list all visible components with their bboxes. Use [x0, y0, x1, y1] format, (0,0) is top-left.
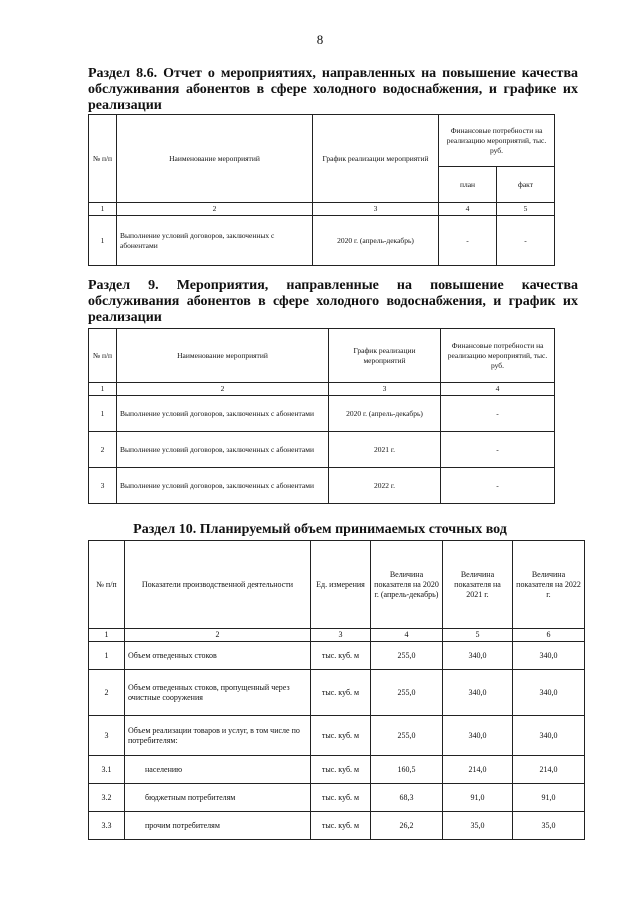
row-num: 3 — [89, 716, 125, 756]
col-number: 6 — [513, 629, 585, 642]
section-10-table — [88, 540, 585, 840]
row-unit: тыс. куб. м — [311, 784, 371, 812]
col-number: 1 — [89, 383, 117, 396]
header-2022: Величина показателя на 2022 г. — [513, 541, 585, 629]
row-2020: 160,5 — [371, 756, 443, 784]
col-number: 1 — [89, 203, 117, 216]
header-fact: факт — [497, 167, 555, 203]
table-row — [89, 670, 585, 716]
col-number: 3 — [311, 629, 371, 642]
col-number: 1 — [89, 629, 125, 642]
col-number: 4 — [441, 383, 555, 396]
row-name: Выполнение условий договоров, заключенных с абонентами — [117, 432, 329, 468]
header-num: № п/п — [89, 329, 117, 383]
table-row — [89, 716, 585, 756]
row-num: 3.3 — [89, 812, 125, 840]
header-num: № п/п — [89, 115, 117, 203]
row-schedule: 2020 г. (апрель-декабрь) — [313, 216, 439, 266]
row-2021: 91,0 — [443, 784, 513, 812]
row-num: 1 — [89, 642, 125, 670]
row-num: 3.1 — [89, 756, 125, 784]
col-number: 2 — [117, 203, 313, 216]
row-unit: тыс. куб. м — [311, 716, 371, 756]
header-schedule: График реализации мероприятий — [329, 329, 441, 383]
row-2022: 340,0 — [513, 716, 585, 756]
header-num: № п/п — [89, 541, 125, 629]
header-2021: Величина показателя на 2021 г. — [443, 541, 513, 629]
section-9-table — [88, 328, 555, 504]
row-2022: 340,0 — [513, 642, 585, 670]
table-row — [89, 812, 585, 840]
row-2021: 340,0 — [443, 642, 513, 670]
row-name: Выполнение условий договоров, заключенных с абонентами — [117, 396, 329, 432]
section-8-6-table — [88, 114, 555, 266]
table-row — [89, 468, 555, 504]
table-row — [89, 642, 585, 670]
row-2020: 255,0 — [371, 716, 443, 756]
col-number: 2 — [117, 383, 329, 396]
row-2021: 340,0 — [443, 670, 513, 716]
row-2020: 68,3 — [371, 784, 443, 812]
row-unit: тыс. куб. м — [311, 642, 371, 670]
header-schedule: График реализации мероприятий — [313, 115, 439, 203]
page-number: 8 — [316, 32, 324, 47]
row-name: Выполнение условий договоров, заключенных с абонентами — [117, 468, 329, 504]
col-number: 2 — [125, 629, 311, 642]
row-num: 3 — [89, 468, 117, 504]
row-2021: 340,0 — [443, 716, 513, 756]
row-num: 2 — [89, 670, 125, 716]
row-num: 3.2 — [89, 784, 125, 812]
row-2020: 255,0 — [371, 642, 443, 670]
row-num: 1 — [89, 396, 117, 432]
table-row — [89, 756, 585, 784]
row-2022: 35,0 — [513, 812, 585, 840]
col-number: 5 — [443, 629, 513, 642]
table-row — [89, 432, 555, 468]
header-2020: Величина показателя на 2020 г. (апрель-декабрь) — [371, 541, 443, 629]
row-name: Объем отведенных стоков — [125, 642, 311, 670]
col-number: 4 — [439, 203, 497, 216]
table-row — [89, 784, 585, 812]
row-unit: тыс. куб. м — [311, 756, 371, 784]
row-name: Объем реализации товаров и услуг, в том числе по потребителям: — [125, 716, 311, 756]
header-name: Наименование мероприятий — [117, 115, 313, 203]
row-schedule: 2022 г. — [329, 468, 441, 504]
row-2022: 214,0 — [513, 756, 585, 784]
row-plan: - — [439, 216, 497, 266]
row-name: Выполнение условий договоров, заключенных с абонентами — [117, 216, 313, 266]
section-8-6-title: Раздел 8.6. Отчет о мероприятиях, направленных на повышение качества обслуживания абонентов в сфере холодного водоснабжения, и графике их реализации — [88, 66, 578, 113]
row-2021: 214,0 — [443, 756, 513, 784]
row-name: Объем отведенных стоков, пропущенный через очистные сооружения — [125, 670, 311, 716]
header-unit: Ед. измерения — [311, 541, 371, 629]
row-schedule: 2021 г. — [329, 432, 441, 468]
row-finance: - — [441, 396, 555, 432]
table-row — [89, 216, 555, 266]
row-num: 2 — [89, 432, 117, 468]
header-plan: план — [439, 167, 497, 203]
row-fact: - — [497, 216, 555, 266]
row-2020: 26,2 — [371, 812, 443, 840]
col-number: 5 — [497, 203, 555, 216]
row-unit: тыс. куб. м — [311, 812, 371, 840]
section-10-title: Раздел 10. Планируемый объем принимаемых сточных вод — [133, 522, 507, 537]
row-schedule: 2020 г. (апрель-декабрь) — [329, 396, 441, 432]
row-2022: 91,0 — [513, 784, 585, 812]
row-2021: 35,0 — [443, 812, 513, 840]
row-name: бюджетным потребителям — [125, 784, 311, 812]
section-9-title: Раздел 9. Мероприятия, направленные на повышение качества обслуживания абонентов в сфере холодного водоснабжения, и график их реализации — [88, 278, 578, 325]
table-row — [89, 396, 555, 432]
header-finance: Финансовые потребности на реализацию мероприятий, тыс. руб. — [439, 115, 555, 167]
row-num: 1 — [89, 216, 117, 266]
row-name: прочим потребителям — [125, 812, 311, 840]
row-unit: тыс. куб. м — [311, 670, 371, 716]
row-finance: - — [441, 468, 555, 504]
header-finance: Финансовые потребности на реализацию мероприятий, тыс. руб. — [441, 329, 555, 383]
col-number: 3 — [329, 383, 441, 396]
row-2020: 255,0 — [371, 670, 443, 716]
row-2022: 340,0 — [513, 670, 585, 716]
row-finance: - — [441, 432, 555, 468]
header-name: Наименование мероприятий — [117, 329, 329, 383]
col-number: 4 — [371, 629, 443, 642]
col-number: 3 — [313, 203, 439, 216]
row-name: населению — [125, 756, 311, 784]
header-name: Показатели производственной деятельности — [125, 541, 311, 629]
